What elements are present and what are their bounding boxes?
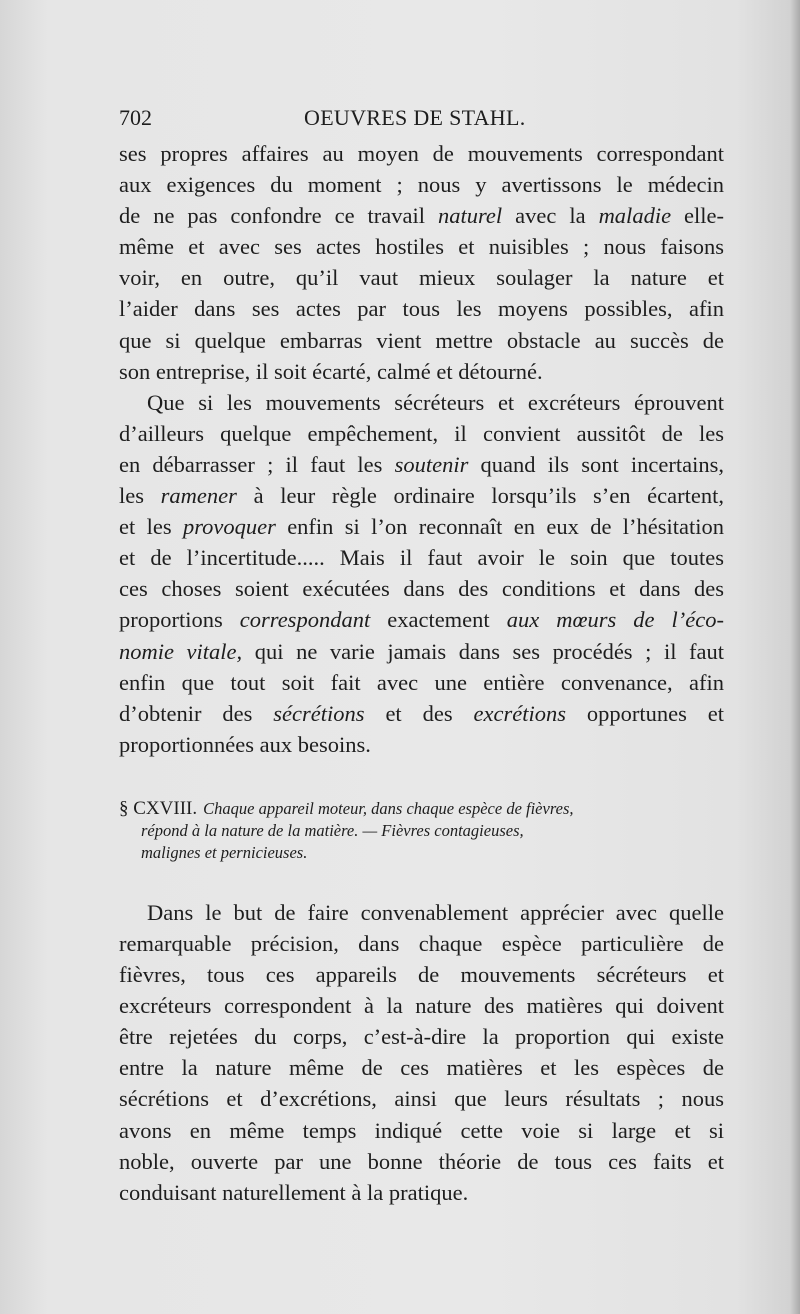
italic-term: sécrétions [273,700,365,726]
italic-term: nomie vitale, [119,638,243,664]
italic-term: maladie [598,203,672,229]
text-line: nomie vitale, qui ne varie jamais dans ses procédés ; il faut [119,638,725,664]
text-line: entre la nature même de ces matières et les espèces de [119,1055,724,1081]
italic-term: provoquer [182,514,276,540]
text-line: Que si les mouvements sécréteurs et excréteurs éprouvent [147,389,724,415]
italic-term: ramener [160,483,237,509]
section-heading [119,798,724,864]
page-number: 702 [119,105,152,130]
italic-term: correspondant [239,607,371,633]
paragraph-1 [119,138,724,387]
page-content [119,98,724,1208]
text-line: en débarrasser ; il faut les soutenir quand ils sont incertains, [119,451,724,477]
text-line: proportions correspondant exactement aux mœurs de l’éco- [119,607,724,633]
page-spine-shadow [790,0,800,1314]
text-line: voir, en outre, qu’il vaut mieux soulager la nature et [119,265,724,291]
text-line: avons en même temps indiqué cette voie si large et si [119,1117,724,1143]
section-number: § CXVIII. [119,797,198,819]
text-line: fièvres, tous ces appareils de mouvements sécréteurs et [119,962,724,988]
text-line: conduisant naturellement à la pratique. [119,1179,469,1205]
section-title-line: Chaque appareil moteur, dans chaque espèce de fièvres, [203,798,574,818]
text-line: Dans le but de faire convenablement apprécier avec quelle [147,899,724,925]
text-line: et de l’incertitude..... Mais il faut avoir le soin que toutes [119,545,724,571]
italic-term: aux mœurs de l’éco- [506,607,724,633]
text-line: remarquable précision, dans chaque espèce particulière de [119,930,724,956]
section-title-line: répond à la nature de la matière. — Fièvres contagieuses, [141,820,524,840]
text-line: excréteurs correspondent à la nature des matières qui doivent [119,993,724,1019]
running-head [119,98,724,138]
section-title-line: malignes et pernicieuses. [141,842,308,862]
italic-term: naturel [438,203,503,229]
text-line: même et avec ses actes hostiles et nuisibles ; nous faisons [119,234,724,260]
text-line: ses propres affaires au moyen de mouvements correspondant [119,141,724,166]
text-line: aux exigences du moment ; nous y avertissons le médecin [119,172,724,198]
italic-term: excrétions [473,700,566,726]
running-title: OEUVRES DE STAHL. [304,105,526,130]
text-line: d’obtenir des sécrétions et des excrétions opportunes et [119,700,725,726]
text-line: les ramener à leur règle ordinaire lorsqu’ils s’en écartent, [119,483,725,509]
text-line: noble, ouverte par une bonne théorie de tous ces faits et [119,1148,724,1174]
text-line: d’ailleurs quelque empêchement, il convient aussitôt de les [119,420,724,446]
paragraph-3 [119,897,724,1208]
text-line: ces choses soient exécutées dans des conditions et dans des [119,576,724,602]
text-line: de ne pas confondre ce travail naturel avec la maladie elle- [119,203,725,229]
text-line: sécrétions et d’excrétions, ainsi que leurs résultats ; nous [119,1086,724,1112]
text-line: être rejetées du corps, c’est-à-dire la proportion qui existe [119,1024,724,1050]
paragraph-2 [119,387,724,760]
italic-term: soutenir [394,451,469,477]
text-line: et les provoquer enfin si l’on reconnaît en eux de l’hésitation [119,514,725,540]
text-line: que si quelque embarras vient mettre obstacle au succès de [119,327,724,353]
text-line: enfin que tout soit fait avec une entière convenance, afin [119,669,724,695]
text-line: son entreprise, il soit écarté, calmé et détourné. [119,358,543,384]
text-line: l’aider dans ses actes par tous les moyens possibles, afin [119,296,724,322]
text-line: proportionnées aux besoins. [119,731,371,757]
